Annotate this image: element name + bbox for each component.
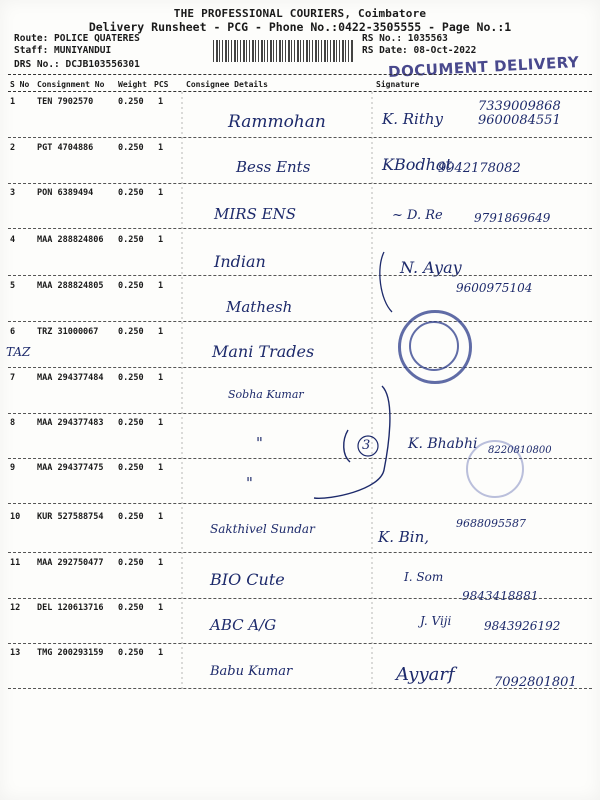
row-phone-handwritten: 7339009868 9600084551 <box>478 99 561 128</box>
row-consignee-handwritten: BIO Cute <box>210 570 285 589</box>
row-pcs: 1 <box>158 235 164 245</box>
row-signature: I. Som <box>404 570 444 584</box>
drs-number: DRS No.: DCJB103556301 <box>14 59 140 70</box>
row-serial: 11 <box>10 558 21 568</box>
row-weight: 0.250 <box>118 281 144 291</box>
staff-label: Staff: MUNIYANDUI <box>14 45 112 56</box>
row-consignment: PON 6389494 <box>37 188 94 198</box>
row-weight: 0.250 <box>118 558 144 568</box>
row-phone-handwritten: 8220810800 <box>488 445 552 456</box>
row-serial: 1 <box>10 97 16 107</box>
row-serial: 10 <box>10 512 21 522</box>
row-pcs: 1 <box>158 188 164 198</box>
row-serial: 6 <box>10 327 16 337</box>
row-pcs: 1 <box>158 327 164 337</box>
row-pcs: 1 <box>158 603 164 613</box>
row-consignee-handwritten: Babu Kumar <box>210 664 293 679</box>
row-signature: J. Viji <box>420 614 452 628</box>
row-signature: N. Ayay <box>400 258 462 277</box>
row-weight: 0.250 <box>118 188 144 198</box>
row-phone-handwritten: 9843418881 <box>462 589 539 603</box>
row-phone-handwritten: 9688095587 <box>456 517 526 530</box>
rs-number: RS No.: 1035563 <box>362 33 448 44</box>
row-consignee-handwritten: ABC A/G <box>210 616 277 634</box>
row-serial: 13 <box>10 648 21 658</box>
row-consignment: TMG 200293159 <box>37 648 104 658</box>
row-signature: Ayyarf <box>396 664 455 685</box>
row-serial: 2 <box>10 143 16 153</box>
row-weight: 0.250 <box>118 603 144 613</box>
row-consignment: MAA 294377475 <box>37 463 104 473</box>
col-signature: Signature <box>376 80 420 89</box>
row-phone-handwritten: 7092801801 <box>494 675 577 690</box>
row-serial: 3 <box>10 188 16 198</box>
row-phone-handwritten: 9791869649 <box>474 211 551 225</box>
row-consignee-handwritten: Rammohan <box>228 112 326 132</box>
row-consignee-handwritten: Sobha Kumar <box>228 388 304 401</box>
row-consignee-handwritten: " <box>246 474 253 492</box>
col-weight: Weight <box>118 80 147 89</box>
row-consignee-handwritten: " <box>256 434 263 452</box>
row-consignment: DEL 120613716 <box>37 603 104 613</box>
row-weight: 0.250 <box>118 512 144 522</box>
company-title: THE PROFESSIONAL COURIERS, Coimbatore <box>173 7 427 20</box>
row-pcs: 1 <box>158 418 164 428</box>
row-serial: 8 <box>10 418 16 428</box>
row-weight: 0.250 <box>118 143 144 153</box>
row-pcs: 1 <box>158 463 164 473</box>
row-weight: 0.250 <box>118 648 144 658</box>
col-pcs: PCS <box>154 80 169 89</box>
row-serial: 7 <box>10 373 16 383</box>
row-weight: 0.250 <box>118 463 144 473</box>
col-consignment: Consignment No <box>37 80 105 89</box>
row-pcs: 1 <box>158 648 164 658</box>
route-label: Route: POLICE QUATERES <box>14 33 140 44</box>
row-serial: 5 <box>10 281 16 291</box>
row-consignment: TEN 7902570 <box>37 97 94 107</box>
row-consignee-handwritten: Indian <box>214 252 266 271</box>
row-consignment: MAA 294377483 <box>37 418 104 428</box>
row-pcs: 1 <box>158 558 164 568</box>
row-weight: 0.250 <box>118 418 144 428</box>
row-consignment: KUR 527588754 <box>37 512 104 522</box>
col-consignee: Consignee Details <box>186 80 268 89</box>
group-mark: 3 <box>362 438 371 453</box>
row-weight: 0.250 <box>118 327 144 337</box>
row-signature: K. Bin, <box>378 528 429 546</box>
row-consignment: MAA 292750477 <box>37 558 104 568</box>
row-serial: 4 <box>10 235 16 245</box>
document-delivery-stamp: DOCUMENT DELIVERY <box>387 53 580 81</box>
row-consignment: MAA 288824805 <box>37 281 104 291</box>
row-consignee-handwritten: MIRS ENS <box>214 205 296 223</box>
row-signature: KBodhat <box>382 155 452 174</box>
row-pcs: 1 <box>158 97 164 107</box>
row-pcs: 1 <box>158 281 164 291</box>
row-pcs: 1 <box>158 373 164 383</box>
row-consignment: TRZ 31000067 <box>37 327 99 337</box>
row-phone-handwritten: 9600975104 <box>456 281 533 295</box>
row-consignee-handwritten: Mani Trades <box>212 342 315 361</box>
row-consignee-handwritten: Mathesh <box>226 298 293 316</box>
row-signature: K. Rithy <box>382 110 443 128</box>
row-signature: ~ D. Re <box>392 208 443 223</box>
row-consignment: MAA 294377484 <box>37 373 104 383</box>
row-phone-handwritten: 9942178082 <box>438 161 521 176</box>
runsheet-subtitle: Delivery Runsheet - PCG - Phone No.:0422-3505555 - Page No.:1 <box>88 20 512 34</box>
row-consignment: MAA 288824806 <box>37 235 104 245</box>
margin-note: TAZ <box>6 345 31 359</box>
row-weight: 0.250 <box>118 235 144 245</box>
row-pcs: 1 <box>158 512 164 522</box>
row-consignee-handwritten: Sakthivel Sundar <box>210 522 315 536</box>
row-pcs: 1 <box>158 143 164 153</box>
row-serial: 9 <box>10 463 16 473</box>
row-consignee-handwritten: Bess Ents <box>236 158 311 176</box>
row-weight: 0.250 <box>118 97 144 107</box>
col-sno: S No <box>10 80 30 89</box>
rs-date: RS Date: 08-Oct-2022 <box>362 45 477 56</box>
row-signature: K. Bhabhi <box>408 436 478 452</box>
row-phone-handwritten: 9843926192 <box>484 619 561 633</box>
row-serial: 12 <box>10 603 21 613</box>
row-consignment: PGT 4704886 <box>37 143 94 153</box>
row-weight: 0.250 <box>118 373 144 383</box>
